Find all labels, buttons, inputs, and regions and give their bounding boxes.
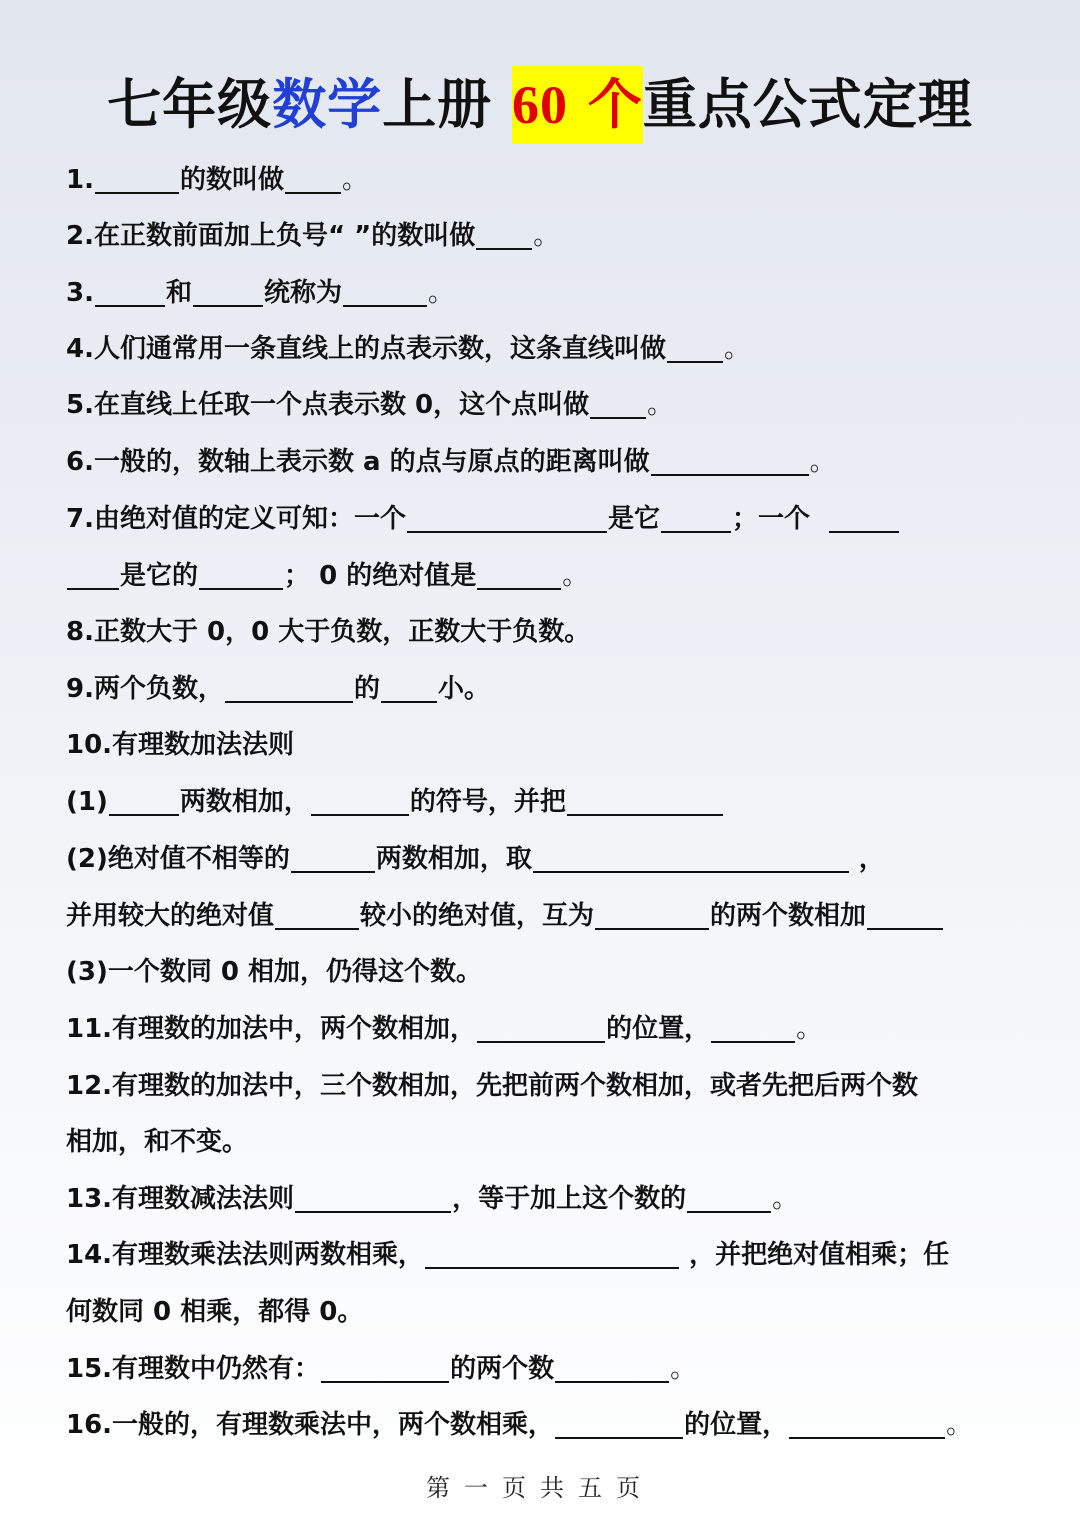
question-9 bbox=[66, 669, 490, 709]
blank[interactable] bbox=[477, 1041, 605, 1043]
blank[interactable] bbox=[95, 305, 165, 307]
question-text: 和 bbox=[165, 278, 192, 308]
question-text: 的位置， bbox=[684, 1410, 789, 1440]
question-text: 。 bbox=[428, 278, 455, 308]
blank[interactable] bbox=[687, 1211, 771, 1213]
question-text: 。 bbox=[647, 390, 674, 420]
question-10-rule-2 bbox=[66, 839, 885, 879]
question-text: 1. bbox=[66, 165, 94, 195]
blank[interactable] bbox=[225, 701, 353, 703]
question-10-rule-1 bbox=[66, 782, 724, 822]
question-5 bbox=[66, 385, 673, 425]
question-text: 。 bbox=[772, 1184, 799, 1214]
question-10-rule-3 bbox=[66, 952, 482, 992]
question-text: ，等于加上这个数的 bbox=[452, 1184, 687, 1214]
blank[interactable] bbox=[295, 1211, 451, 1213]
question-15 bbox=[66, 1349, 696, 1389]
question-text: 。 bbox=[562, 561, 589, 591]
blank[interactable] bbox=[95, 192, 179, 194]
question-text: 11.有理数的加法中，两个数相加， bbox=[66, 1014, 477, 1044]
blank[interactable] bbox=[381, 701, 437, 703]
blank[interactable] bbox=[285, 192, 341, 194]
question-text: 6.一般的，数轴上表示数 a 的点与原点的距离叫做 bbox=[66, 447, 650, 477]
question-text: 小。 bbox=[437, 674, 490, 704]
question-text: 的数叫做 bbox=[179, 165, 284, 195]
question-text: 两数相加，取 bbox=[375, 844, 532, 874]
question-4 bbox=[66, 329, 750, 369]
question-text: 。 bbox=[341, 165, 368, 195]
question-text: 13.有理数减法法则 bbox=[66, 1184, 295, 1214]
title-text-1: 七年级 bbox=[107, 72, 273, 136]
question-text: 是它 bbox=[607, 504, 660, 534]
question-6 bbox=[66, 442, 836, 482]
question-text: 统称为 bbox=[263, 278, 342, 308]
question-text: 。 bbox=[533, 221, 560, 251]
question-text: ；一个 bbox=[731, 504, 820, 534]
question-text: ，并把绝对值相乘；任 bbox=[680, 1240, 950, 1270]
blank[interactable] bbox=[343, 305, 427, 307]
question-text: 的两个数相加 bbox=[710, 901, 867, 931]
blank[interactable] bbox=[590, 417, 646, 419]
question-text: 的位置， bbox=[606, 1014, 711, 1044]
question-text: 。 bbox=[723, 334, 750, 364]
blank[interactable] bbox=[193, 305, 263, 307]
title-text-3: 上册 bbox=[382, 72, 493, 136]
question-text: 4.人们通常用一条直线上的点表示数，这条直线叫做 bbox=[66, 334, 666, 364]
blank[interactable] bbox=[311, 814, 409, 816]
question-text: 何数同 0 相乘，都得 0。 bbox=[66, 1297, 364, 1327]
question-text: 7.由绝对值的定义可知：一个 bbox=[66, 504, 406, 534]
question-text: 是它的 bbox=[120, 561, 199, 591]
blank[interactable] bbox=[789, 1437, 945, 1439]
blank[interactable] bbox=[651, 474, 809, 476]
question-text: 9.两个负数， bbox=[66, 674, 224, 704]
question-text: 。 bbox=[809, 447, 836, 477]
question-11 bbox=[66, 1009, 822, 1049]
question-3 bbox=[66, 273, 454, 313]
question-text: 两数相加， bbox=[179, 787, 310, 817]
question-text: 的两个数 bbox=[450, 1354, 555, 1384]
question-14-line-2 bbox=[66, 1292, 363, 1332]
question-text: 14.有理数乘法法则两数相乘， bbox=[66, 1240, 425, 1270]
question-text: (1) bbox=[66, 787, 108, 817]
blank[interactable] bbox=[867, 928, 943, 930]
blank[interactable] bbox=[321, 1381, 449, 1383]
blank[interactable] bbox=[425, 1267, 679, 1269]
question-text: 3. bbox=[66, 278, 94, 308]
blank[interactable] bbox=[291, 871, 375, 873]
question-text: 15.有理数中仍然有： bbox=[66, 1354, 321, 1384]
question-text: 。 bbox=[670, 1354, 697, 1384]
page-title bbox=[0, 62, 1080, 139]
question-text: ， bbox=[849, 844, 885, 874]
question-text: 的符号，并把 bbox=[409, 787, 566, 817]
question-text: 16.一般的，有理数乘法中，两个数相乘， bbox=[66, 1410, 555, 1440]
question-10-rule-2-cont bbox=[66, 896, 944, 936]
page-footer: 第一页共五页 bbox=[426, 1474, 654, 1502]
question-text: 的 bbox=[353, 674, 380, 704]
blank[interactable] bbox=[667, 361, 723, 363]
blank[interactable] bbox=[829, 531, 899, 533]
blank[interactable] bbox=[711, 1041, 795, 1043]
question-8 bbox=[66, 612, 590, 652]
blank[interactable] bbox=[567, 814, 723, 816]
blank[interactable] bbox=[109, 814, 179, 816]
question-text: 。 bbox=[946, 1410, 973, 1440]
question-16 bbox=[66, 1405, 972, 1445]
question-13 bbox=[66, 1179, 798, 1219]
question-text: 并用较大的绝对值 bbox=[66, 901, 275, 931]
question-7-line-2 bbox=[66, 556, 588, 596]
question-7-line-1 bbox=[66, 499, 900, 539]
blank[interactable] bbox=[407, 531, 607, 533]
blank[interactable] bbox=[477, 588, 561, 590]
blank[interactable] bbox=[476, 248, 532, 250]
blank[interactable] bbox=[533, 871, 849, 873]
question-text: (2)绝对值不相等的 bbox=[66, 844, 290, 874]
question-text: 较小的绝对值，互为 bbox=[360, 901, 595, 931]
question-1 bbox=[66, 160, 368, 200]
question-text: 5.在直线上任取一个点表示数 0，这个点叫做 bbox=[66, 390, 590, 420]
title-highlight: 60 个 bbox=[512, 66, 643, 144]
question-text: 10.有理数加法法则 bbox=[66, 730, 295, 760]
question-text: ； 0 的绝对值是 bbox=[284, 561, 477, 591]
question-text: 相加，和不变。 bbox=[66, 1127, 249, 1157]
blank[interactable] bbox=[275, 928, 359, 930]
blank[interactable] bbox=[661, 531, 731, 533]
question-10 bbox=[66, 725, 294, 765]
question-text: 。 bbox=[796, 1014, 823, 1044]
blank[interactable] bbox=[67, 588, 119, 590]
question-text: 2.在正数前面加上负号“ ”的数叫做 bbox=[66, 221, 476, 251]
question-14-line-1 bbox=[66, 1235, 949, 1275]
question-text: 8.正数大于 0，0 大于负数，正数大于负数。 bbox=[66, 617, 591, 647]
blank[interactable] bbox=[595, 928, 709, 930]
question-12-line-1 bbox=[66, 1066, 918, 1106]
blank[interactable] bbox=[555, 1381, 669, 1383]
question-text: 12.有理数的加法中，三个数相加，先把前两个数相加，或者先把后两个数 bbox=[66, 1071, 919, 1101]
blank[interactable] bbox=[555, 1437, 683, 1439]
blank[interactable] bbox=[199, 588, 283, 590]
title-text-4: 重点公式定理 bbox=[642, 72, 973, 136]
title-text-math: 数学 bbox=[272, 72, 383, 136]
question-2 bbox=[66, 216, 559, 256]
question-12-line-2 bbox=[66, 1122, 248, 1162]
question-text: (3)一个数同 0 相加，仍得这个数。 bbox=[66, 957, 483, 987]
